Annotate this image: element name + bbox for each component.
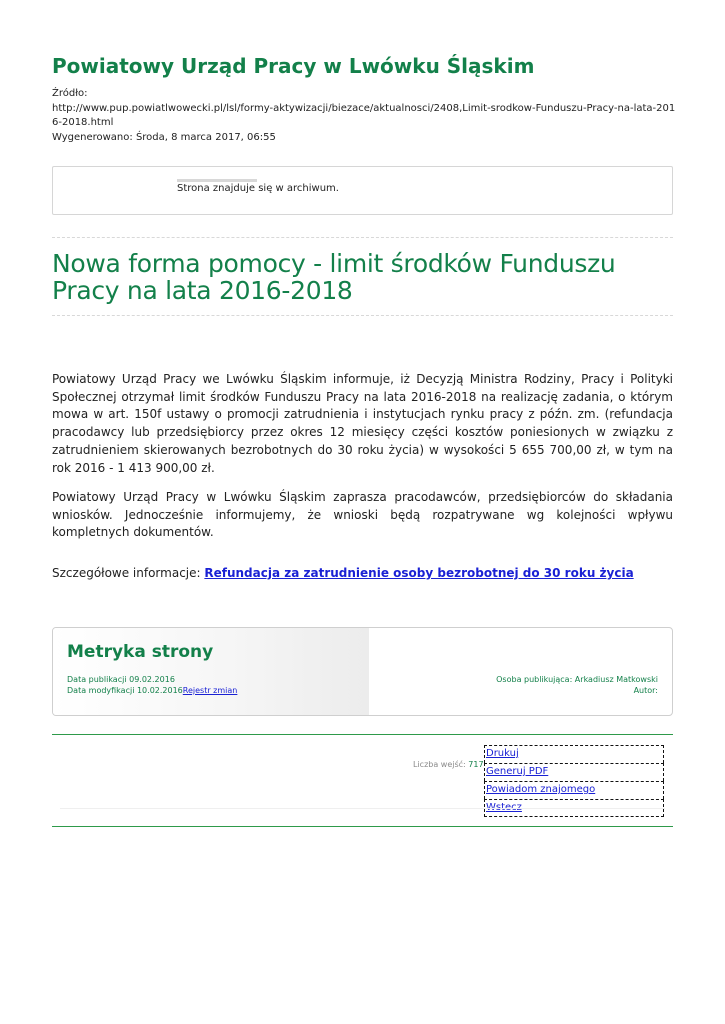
author: Autor: [633,686,658,695]
changelog-link[interactable]: Rejestr zmian [182,686,238,695]
publication-date: Data publikacji 09.02.2016 [67,675,175,684]
notify-friend-link[interactable]: Powiadom znajomego [484,781,664,799]
visits-label: Liczba wejść: [413,760,469,769]
modification-date: Data modyfikacji 10.02.2016 [67,686,183,695]
source-label: Źródło: [52,88,88,99]
article-title: Nowa forma pomocy - limit środków Funduszu Pracy na lata 2016-2018 [52,249,616,305]
source-url: http://www.pup.powiatlwowecki.pl/lsl/formy-aktywizacji/biezace/aktualnosci/2408,Limit-srodkow-Funduszu-Pracy-na-lata-2016-2018.html [52,102,676,128]
footer-inner-divider [60,808,665,809]
publisher: Osoba publikująca: Arkadiusz Matkowski [496,675,658,684]
details-label: Szczegółowe informacje: [52,566,205,580]
page-actions [484,745,664,817]
page-metrics [52,627,673,716]
back-link[interactable]: Wstecz [484,799,664,817]
details-line [52,566,634,580]
generated-date: Wygenerowano: Środa, 8 marca 2017, 06:55 [52,131,276,143]
divider [52,315,673,316]
source-info [52,87,677,145]
archive-notice [52,166,673,215]
generate-pdf-link[interactable]: Generuj PDF [484,763,664,781]
divider [52,237,673,238]
article-paragraph: Powiatowy Urząd Pracy w Lwówku Śląskim zaprasza pracodawców, przedsiębiorców do składania wniosków. Jednocześnie informujemy, że wnioski będą rozpatrywane wg kolejności wpływu kompletnych dokumentów. [52,490,673,540]
article-paragraph: Powiatowy Urząd Pracy we Lwówku Śląskim informuje, iż Decyzją Ministra Rodziny, Pracy i Polityki Społecznej otrzymał limit środków Funduszu Pracy na lata 2016-2018 na realizację zadania, o którym mowa w art. 150f ustawy o promocji zatrudnienia i instytucjach rynku pracy z późn. zm. (refundacja pracodawcy lub przedsiębiorcy przez okres 12 miesięcy części kosztów poniesionych w związku z zatrudnieniem skierowanych bezrobotnych do 30 roku życia) w wysokości 5 655 700,00 zł, w tym na rok 2016 - 1 413 900,00 zł. [52,372,673,475]
archive-divider [177,179,257,182]
archive-text: Strona znajduje się w archiwum. [177,183,339,194]
footer-divider [52,734,673,735]
metrics-title: Metryka strony [67,642,214,662]
visit-counter [413,760,484,769]
print-link[interactable]: Drukuj [484,745,664,763]
site-title: Powiatowy Urząd Pracy w Lwówku Śląskim [52,54,535,78]
visits-count: 717 [468,760,484,769]
footer-divider [52,826,673,827]
modification-line [67,686,237,695]
details-link[interactable]: Refundacja za zatrudnienie osoby bezrobotnej do 30 roku życia [204,566,634,580]
